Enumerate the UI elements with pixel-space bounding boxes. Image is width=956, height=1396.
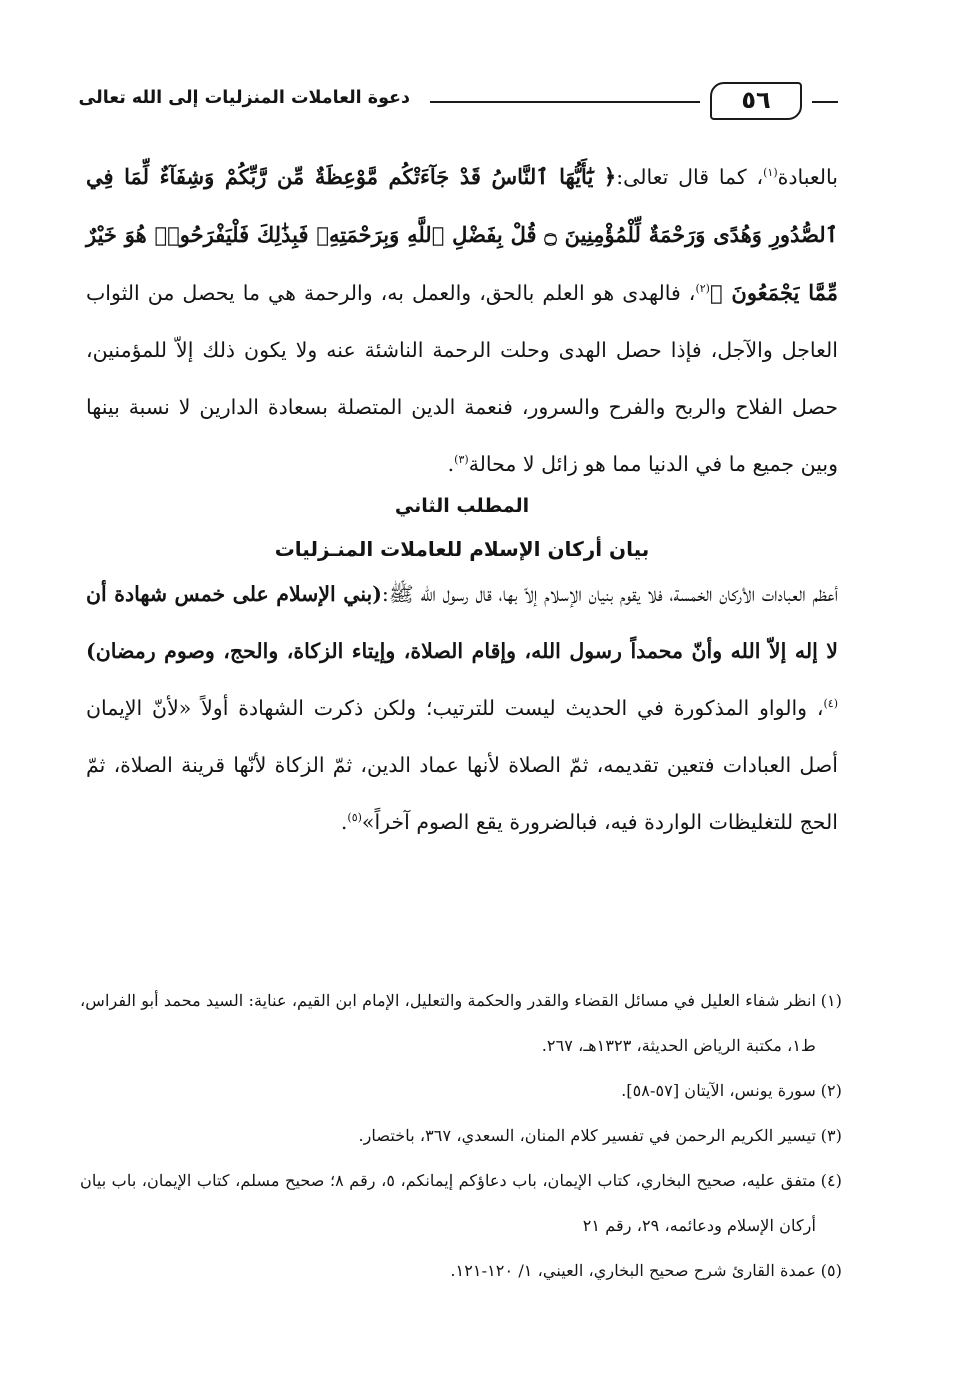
footnote-number: (٢) (820, 1081, 842, 1100)
footnote (80, 1068, 842, 1113)
header-rule (430, 101, 700, 103)
section-title: بيان أركان الإسلام للعاملات المنـزليات (274, 537, 650, 561)
footnote-text: سورة يونس، الآيتان [٥٧-٥٨]. (621, 1081, 816, 1100)
section-label: المطلب الثاني (394, 495, 530, 517)
footnote-text: متفق عليه، صحيح البخاري، كتاب الإيمان، باب دعاؤكم إيمانكم، ٥، رقم ٨؛ صحيح مسلم، كتاب الإيمان، باب بيان أركان الإسلام ودعائمه، ٢٩، رقم ٢١ (80, 1171, 816, 1235)
hadith-quote: (بني الإسلام على خمس شهادة أن لا إله إلاّ الله وأنّ محمداً رسول الله، وإقام الصلاة، وإيتاء الزكاة، والحج، وصوم رمضان) (86, 582, 838, 663)
paragraph-body: ، فالهدى هو العلم بالحق، والعمل به، والرحمة هي ما يحصل من الثواب العاجل والآجل، فإذا حصل الهدى وحلت الرحمة الناشئة عنه ولا يكون ذلك إلاّ للمؤمنين، حصل الفلاح والربح والفرح والسرور، فنعمة الدين المتصلة بسعادة الدارين لا نسبة بينها وبين جميع ما في الدنيا مما هو زائل لا محالة (86, 281, 838, 476)
footnote-number: (٥) (820, 1261, 842, 1280)
paragraph-intro: ، كما قال تعالى: (616, 165, 764, 189)
paragraph-1-text (86, 148, 838, 493)
footnote-number: (١) (820, 991, 842, 1010)
paragraph-intro: أعظم العبادات الأركان الخمسة، فلا يقوم بنيان الإسلام إلاّ بها، قال رسول الله ﷺ: (381, 582, 838, 606)
footnote-number: (٣) (820, 1126, 842, 1145)
footnote (80, 1158, 842, 1248)
paragraph-lead: بالعبادة (777, 165, 838, 189)
footnote (80, 1248, 842, 1293)
quran-verse: ﴿ يَٰٓأَيُّهَا ٱلنَّاسُ قَدْ جَآءَتْكُم مَّوْعِظَةٌ مِّن رَّبِّكُمْ وَشِفَآءٌ لِّمَا فِي ٱلصُّدُورِ وَهُدًى وَرَحْمَةٌ لِّلْمُؤْمِنِينَ ۝ قُلْ بِفَضْلِ ٱللَّهِ وَبِرَحْمَتِهِۦ فَبِذَٰلِكَ فَلْيَفْرَحُوا۟ هُوَ خَيْرٌ مِّمَّا يَجْمَعُونَ ﴾ (86, 164, 838, 305)
paragraph-end: . (447, 452, 455, 476)
running-header (78, 82, 838, 122)
footnote-ref: (٤) (823, 697, 838, 711)
footnote-ref: (٣) (454, 453, 469, 467)
paragraph-body: ، والواو المذكورة في الحديث ليست للترتيب؛ ولكن ذكرت الشهادة أولاً «لأنّ الإيمان أصل العبادات فتعين تقديمه، ثمّ الصلاة لأنها عماد الدين، ثمّ الزكاة لأنّها قرينة الصلاة، ثمّ الحج للتغليظات الواردة فيه، فبالضرورة يقع الصوم آخراً» (86, 696, 838, 834)
footnote (80, 1113, 842, 1158)
paragraph-end: . (340, 810, 348, 834)
footnote-ref: (٢) (695, 282, 710, 296)
paragraph-2-text (86, 566, 838, 851)
footnote-ref: (٥) (347, 811, 362, 825)
paragraph-1 (86, 148, 838, 493)
footnote-text: تيسير الكريم الرحمن في تفسير كلام المنان، السعدي، ٣٦٧، باختصار. (358, 1126, 816, 1145)
footnote-number: (٤) (820, 1171, 842, 1190)
footnote-text: انظر شفاء العليل في مسائل القضاء والقدر والحكمة والتعليل، الإمام ابن القيم، عناية: السيد محمد أبو الفراس، ط١، مكتبة الرياض الحديثة، ١٣٢٣هـ، ٢٦٧. (80, 991, 816, 1055)
footnote-ref: (١) (763, 166, 778, 180)
running-title: دعوة العاملات المنزليات إلى الله تعالى (78, 88, 410, 108)
header-rule (812, 101, 838, 103)
page-number: ٥٦ (741, 86, 771, 114)
footnotes (80, 978, 842, 1293)
footnote (80, 978, 842, 1068)
footnote-text: عمدة القارئ شرح صحيح البخاري، العيني، ١/ ١٢٠-١٢١. (450, 1261, 816, 1280)
paragraph-2 (86, 566, 838, 851)
page-number-frame (710, 82, 802, 120)
